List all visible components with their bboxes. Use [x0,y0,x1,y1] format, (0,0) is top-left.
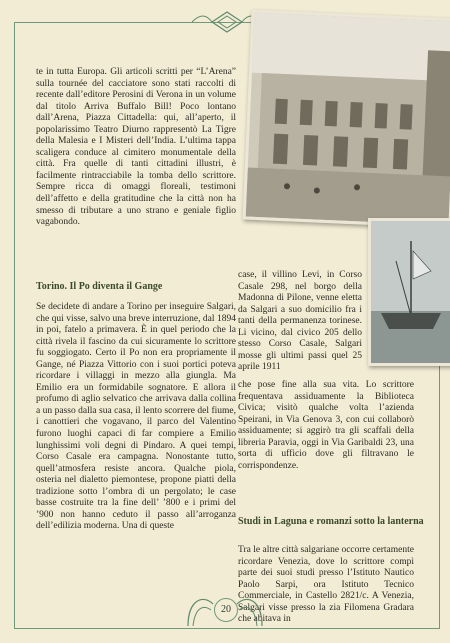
column1-bottom-text: Se decidete di andare a Torino per inseguire Salgari, che qui visse, salvo una breve interruzione, dal 1894 in poi, fatelo a primavera. È in quel periodo che la città rivela il fascino da cui sicuramente lo scrittore fu soggiogato. Certo il Po non era propriamente il Gange, né Piazza Vittorio con i suoi portici poteva ricordare i villaggi in mezzo alla giungla. Ma Emilio era un formidabile sognatore. E allora il profumo di aglio selvatico che arrivava dalla collina a un passo dalla sua casa, il lento scorrere del fiume, i canottieri che vogavano, il parco del Valentino furono luoghi capaci di far compiere a Emilio lunghissimi voli degni di Pindaro. A quei tempi, Corso Casale era campagna. Nonostante tutto, quell’atmosfera resiste ancora. Qualche piola, osteria nel dialetto piemontese, propone piatti della tradizione sotto l’ombra di un pergolato; le case basse costruite tra la fine dell’ ’800 e i primi del ’900 non hanno ceduto il passo all’arroganza dell’edilizia moderna. Una di queste [36,302,236,532]
column2-narrow-text: case, il villino Levi, in Corso Casale 298, nel borgo della Madonna di Pilone, venne eletta da Salgari a suo domicilio fra i tanti della permanenza torinese. Li vicino, dal civico 205 dello stesso Corso Casale, Salgari mosse gli ultimi passi quel 25 aprile 1911 [238,270,362,373]
top-rule-left [14,22,192,23]
section-heading-venezia: Studi in Laguna e romanzi sotto la lanterna [238,516,424,527]
verona-arena-photo [243,10,450,229]
column2-wide-text: che pose fine alla sua vita. Lo scrittore frequentava assiduamente la Biblioteca Civica; visitò qualche volta l’azienda Speirani, in Via Genova 3, con cui collaborò assiduamente; si aggirò tra gli scaffali della libreria Paravia, oggi in Via Garibaldi 23, una sorta di ufficio dove gli filtravano le corrispondenze. [238,380,414,471]
section-heading-torino: Torino. Il Po diventa il Gange [36,281,163,292]
column1-top-text: te in tutta Europa. Gli articoli scritti per “L’Arena” sulla tournée del cacciatore sono stati raccolti di recente dall’editore Perosini di Verona in un volume dal titolo Arriva Buffalo Bill! Poco lontano dall’Arena, Piazza Cittadella: qui, all’aperto, il popolarissimo Teatro Diurno rappresentò La Tigre della Malesia e I Misteri dell’India. L’ultima tappa scaligera conduce al cimitero monumentale della città. Fra quelle di tanti cittadini illustri, è facilmente rintracciabile la tomba dello scrittore. Sempre ricca di omaggi floreali, testimoni dell’affetto e della gratitudine che la città non ha smesso di tributare a uno strano e geniale figlio vagabondo. [36,67,236,228]
column2-bottom-text: Tra le altre città salgariane occorre certamente ricordare Venezia, dove lo scrittore compì parte dei suoi studi presso l’Istituto Nautico Paolo Sarpi, ora Istituto Tecnico Commerciale, in Castello 2821/c. A Venezia, Salgari visse presso la zia Filomena Gradara che abitava in [238,545,414,625]
page-number: 20 [214,598,238,622]
ship-illustration [368,218,450,366]
